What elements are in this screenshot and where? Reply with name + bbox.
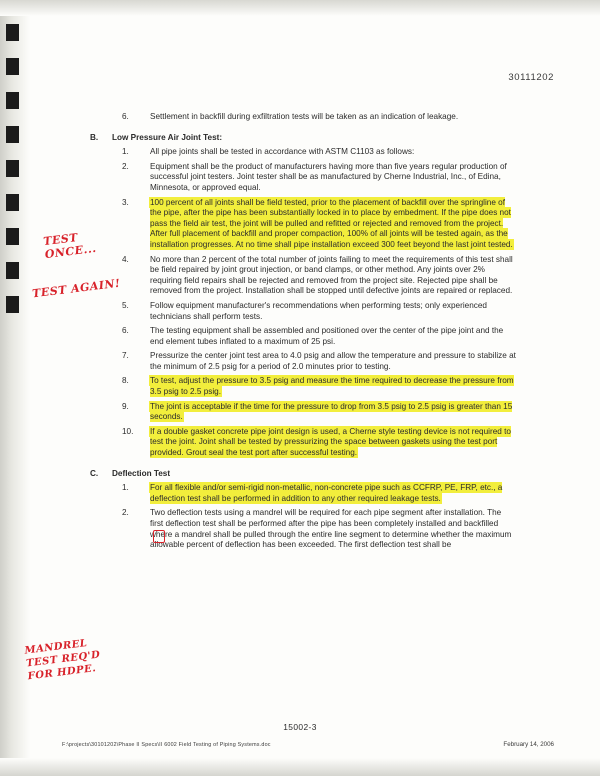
list-marker: 2. — [122, 508, 129, 518]
binder-punch-mark — [6, 262, 19, 279]
list-item — [96, 147, 516, 158]
paragraph-text — [150, 483, 516, 504]
binder-punch-mark — [6, 160, 19, 177]
list-marker: B. — [90, 132, 99, 142]
document-body — [90, 112, 516, 555]
paragraph-text — [150, 162, 516, 194]
body-text: The testing equipment shall be assembled and positioned over the center of the pipe joint and the end element tubes inflated to a maximum of 25 psi. — [150, 326, 504, 346]
paragraph-text — [150, 376, 516, 397]
document-number: 30111202 — [508, 72, 554, 83]
list-marker: 9. — [122, 401, 129, 411]
list-marker: 2. — [122, 161, 129, 171]
list-marker: 7. — [122, 351, 129, 361]
body-text: No more than 2 percent of the total number of joints failing to meet the requirements of this test shall be field repaired by joint grout injection, or band clamps, or other method. Any joints over 2% requiring field repairs shall be rejected and removed from the project site. Rejected pipe shall be removed from the project. Installation shall be stopped until defective joints are repaired or replaced. — [150, 254, 513, 296]
paragraph-text — [112, 133, 516, 144]
footer-file-path: F:\projects\30101202\Phase II Specs\II 6002 Field Testing of Piping Systems.doc — [62, 742, 271, 748]
footer-date: February 14, 2006 — [503, 741, 554, 748]
page-bottom-shadow — [0, 758, 600, 776]
binder-punch-mark — [6, 92, 19, 109]
binder-punch-mark — [6, 24, 19, 41]
highlighted-text: To test, adjust the pressure to 3.5 psig and measure the time required to decrease the pressure from 3.5 psig to 2.5 psig. — [150, 376, 514, 397]
paragraph-text — [150, 326, 516, 347]
list-item — [96, 162, 516, 194]
highlighted-text: 100 percent of all joints shall be field tested, prior to the placement of backfill over the springline of the pipe, after the pipe has been substantially locked in to place by embedment. If the pipe does not pass the field air test, the joint will be pulled and refitted or rejected and removed from the project. After full placement of backfill and proper compaction, 100% of all joints will be tested again, as the installation progresses. At no time shall pipe installation exceed 300 feet beyond the last joint tested. — [150, 197, 513, 249]
annotation-test-again: TEST AGAIN! — [31, 276, 121, 301]
paragraph-text — [150, 301, 516, 322]
list-item — [96, 427, 516, 459]
list-item — [96, 351, 516, 372]
list-item — [96, 112, 516, 123]
list-marker: C. — [90, 468, 99, 478]
body-text: Follow equipment manufacturer's recommendations when performing tests; only experienced technicians shall perform tests. — [150, 300, 487, 321]
list-item — [96, 402, 516, 423]
paragraph-text — [150, 508, 516, 550]
body-text: Deflection Test — [112, 468, 171, 478]
list-marker: 10. — [122, 426, 134, 436]
list-item — [96, 301, 516, 322]
annotation-mandrel-note: MANDREL TEST REQ'D FOR HDPE. — [24, 637, 101, 683]
binder-punch-mark — [6, 296, 19, 313]
list-item — [96, 255, 516, 297]
list-marker: 4. — [122, 254, 129, 264]
paragraph-text — [150, 427, 516, 459]
list-marker: 6. — [122, 112, 129, 121]
paragraph-text — [150, 255, 516, 297]
binder-punch-mark — [6, 194, 19, 211]
list-marker: 6. — [122, 326, 129, 336]
list-marker: 3. — [122, 197, 129, 207]
highlighted-text: If a double gasket concrete pipe joint design is used, a Cherne style testing device is not required to test the joint. Joint shall be tested by pressurizing the space between gaskets using the test port provided. Grout seal the test port after successful testing. — [150, 426, 511, 458]
paragraph-text — [150, 351, 516, 372]
paragraph-text — [150, 402, 516, 423]
annotation-test-once: TEST ONCE... — [42, 231, 98, 262]
list-item — [96, 376, 516, 397]
paragraph-text — [150, 112, 516, 123]
highlighted-text: For all flexible and/or semi-rigid non-metallic, non-concrete pipe such as CCFRP, PE, FRP, etc., a deflection test shall be performed in addition to any other required leakage tests. — [150, 483, 503, 503]
body-text: Two deflection tests using a mandrel will be required for each pipe segment after installation. The first deflection test shall be performed after the pipe has been completely installed and backfilled where a mandrel shall be pulled through the entire line segment to determine whether the maximum allowable percent of deflection has been exceeded. The first deflection test shall be — [150, 508, 512, 550]
body-text: All pipe joints shall be tested in accordance with ASTM C1103 as follows: — [150, 147, 415, 157]
list-marker: 8. — [122, 376, 129, 386]
list-item — [96, 326, 516, 347]
body-text: Pressurize the center joint test area to 4.0 psig and allow the temperature and pressure to stabilize at the minimum of 2.5 psig for a period of 2.0 minutes prior to testing. — [150, 351, 516, 371]
list-marker: 1. — [122, 483, 129, 493]
paragraph-text — [112, 469, 516, 480]
section-heading — [90, 132, 516, 144]
paragraph-text — [150, 198, 516, 251]
binder-punch-mark — [6, 58, 19, 75]
body-text: Low Pressure Air Joint Test: — [112, 132, 223, 142]
section-heading — [90, 468, 516, 480]
paragraph-text — [150, 147, 516, 158]
list-item — [96, 483, 516, 504]
binder-punch-mark — [6, 228, 19, 245]
page-number: 15002-3 — [283, 722, 317, 732]
body-text: Settlement in backfill during exfiltration tests will be taken as an indication of leakage. — [150, 112, 459, 121]
binder-punch-mark — [6, 126, 19, 143]
page-top-shadow — [0, 0, 600, 16]
annotation-circle-item-10 — [153, 530, 165, 543]
list-marker: 5. — [122, 300, 129, 310]
highlighted-text: The joint is acceptable if the time for the pressure to drop from 3.5 psig to 2.5 psig is greater than 15 seconds. — [150, 401, 513, 422]
list-marker: 1. — [122, 147, 129, 157]
list-item — [96, 198, 516, 251]
body-text: Equipment shall be the product of manufacturers having more than five years regular production of successful joint testers. Joint tester shall be as manufactured by Cherne Industrial, Inc., of Edina, Minnesota, or approved equal. — [150, 161, 507, 192]
